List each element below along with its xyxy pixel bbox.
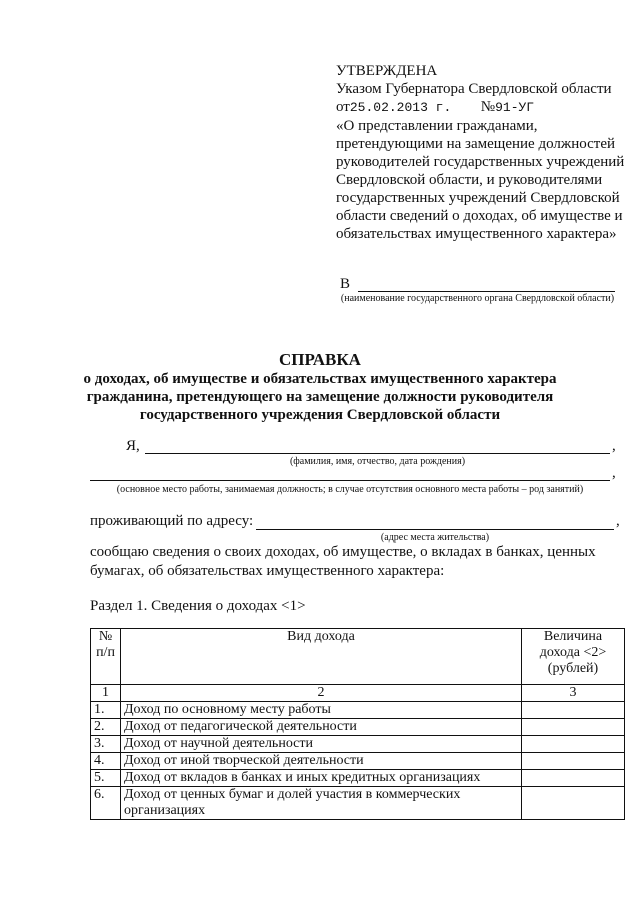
column-number-row bbox=[91, 685, 625, 702]
approval-heading: УТВЕРЖДЕНА bbox=[336, 63, 438, 79]
report-text-line-1: сообщаю сведения о своих доходах, об имуществе, о вкладах в банках, ценных bbox=[90, 544, 596, 560]
column-number: 1 bbox=[91, 685, 121, 702]
table-row bbox=[91, 770, 625, 787]
row-value-cell[interactable] bbox=[522, 736, 625, 753]
work-caption: (основное место работы, занимаемая должность; в случае отсутствия основного места работы – род занятий) bbox=[116, 484, 584, 495]
subtitle-line: гражданина, претендующего на замещение должности руководителя bbox=[86, 389, 554, 405]
approval-title-line: претендующими на замещение должностей bbox=[336, 136, 616, 152]
address-input-line[interactable] bbox=[256, 529, 614, 530]
approval-date: 25.02.2013 г. bbox=[349, 100, 452, 115]
approval-number-sign: № bbox=[480, 99, 496, 115]
header-num: № п/п bbox=[91, 629, 121, 685]
approval-title-line: «О представлении гражданами, bbox=[336, 118, 538, 134]
approval-date-line bbox=[336, 98, 624, 117]
row-kind: Доход от научной деятельности bbox=[121, 736, 522, 753]
address-comma: , bbox=[616, 513, 620, 529]
address-caption: (адрес места жительства) bbox=[380, 532, 490, 543]
work-input-line[interactable] bbox=[90, 480, 610, 481]
table-row bbox=[91, 753, 625, 770]
row-value-cell[interactable] bbox=[522, 787, 625, 820]
header-value-line: дохода <2> bbox=[539, 645, 607, 660]
approval-title-line: обязательствах имущественного характера» bbox=[336, 226, 617, 242]
row-value-cell[interactable] bbox=[522, 770, 625, 787]
name-input-line[interactable] bbox=[145, 453, 610, 454]
approval-block bbox=[336, 62, 624, 243]
row-value-cell[interactable] bbox=[522, 702, 625, 719]
row-num: 2. bbox=[91, 719, 121, 736]
row-num: 3. bbox=[91, 736, 121, 753]
row-kind: Доход от вкладов в банках и иных кредитных организациях bbox=[121, 770, 522, 787]
row-kind: Доход по основному месту работы bbox=[121, 702, 522, 719]
i-label: Я, bbox=[126, 438, 140, 454]
recipient-caption: (наименование государственного органа Свердловской области) bbox=[340, 293, 615, 304]
document-title: СПРАВКА bbox=[279, 350, 361, 369]
table-row bbox=[91, 719, 625, 736]
row-kind: Доход от педагогической деятельности bbox=[121, 719, 522, 736]
approval-title-line: руководителей государственных учреждений bbox=[336, 154, 625, 170]
name-caption: (фамилия, имя, отчество, дата рождения) bbox=[289, 456, 466, 467]
document-subtitle bbox=[0, 370, 640, 424]
section-heading: Раздел 1. Сведения о доходах <1> bbox=[90, 598, 306, 614]
residing-label: проживающий по адресу: bbox=[90, 513, 254, 529]
header-value-line: (рублей) bbox=[547, 661, 599, 676]
row-value-cell[interactable] bbox=[522, 753, 625, 770]
approval-number: 91-УГ bbox=[495, 100, 535, 115]
approval-title-line: Свердловской области, и руководителями bbox=[336, 172, 603, 188]
table-row bbox=[91, 702, 625, 719]
approval-title-line: государственных учреждений Свердловской bbox=[336, 190, 620, 206]
report-text-line-2: бумагах, об обязательствах имущественного характера: bbox=[90, 563, 445, 579]
subtitle-line: о доходах, об имуществе и обязательствах имущественного характера bbox=[83, 371, 557, 387]
row-num: 6. bbox=[91, 787, 121, 820]
column-number: 2 bbox=[121, 685, 522, 702]
table-row bbox=[91, 787, 625, 820]
work-comma: , bbox=[612, 465, 616, 481]
row-kind: Доход от иной творческой деятельности bbox=[121, 753, 522, 770]
row-num: 5. bbox=[91, 770, 121, 787]
approval-title-line: области сведений о доходах, об имуществе и bbox=[336, 208, 623, 224]
header-value-line: Величина bbox=[543, 629, 603, 644]
row-num: 1. bbox=[91, 702, 121, 719]
header-value bbox=[522, 629, 625, 685]
recipient-input-line[interactable] bbox=[358, 291, 615, 292]
approval-from-prefix: от bbox=[336, 99, 350, 115]
income-table bbox=[90, 628, 625, 820]
row-num: 4. bbox=[91, 753, 121, 770]
recipient-field bbox=[340, 276, 615, 304]
name-comma: , bbox=[612, 438, 616, 454]
table-header-row bbox=[91, 629, 625, 685]
table-row bbox=[91, 736, 625, 753]
header-kind: Вид дохода bbox=[121, 629, 522, 685]
recipient-prefix[interactable]: В bbox=[340, 276, 351, 292]
approval-decree-line: Указом Губернатора Свердловской области bbox=[336, 81, 612, 97]
subtitle-line: государственного учреждения Свердловской области bbox=[139, 407, 501, 423]
row-value-cell[interactable] bbox=[522, 719, 625, 736]
column-number: 3 bbox=[522, 685, 625, 702]
row-kind: Доход от ценных бумаг и долей участия в коммерческих организациях bbox=[121, 787, 522, 820]
